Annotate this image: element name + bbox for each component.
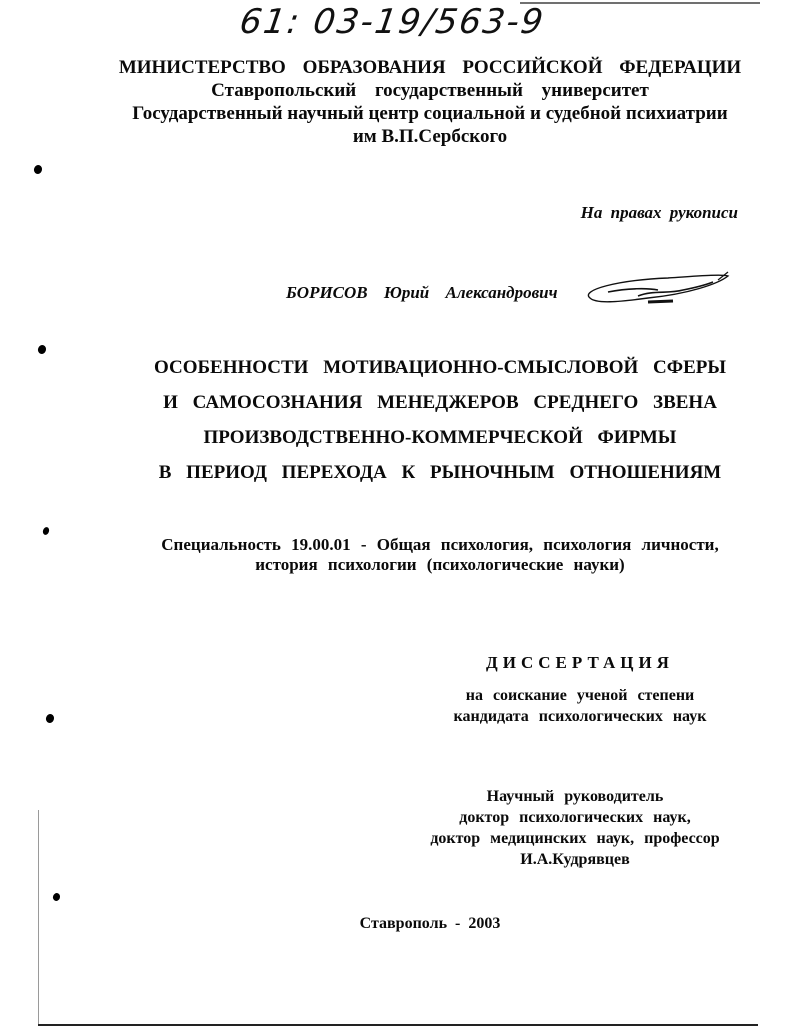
punch-hole-dot <box>52 892 61 902</box>
university-name: Ставропольский государственный университет <box>211 80 649 101</box>
city-year: Ставрополь - 2003 <box>359 915 501 932</box>
specialty-line: Специальность 19.00.01 - Общая психология, психология личности, <box>161 535 719 554</box>
manuscript-note: На правах рукописи <box>580 203 738 222</box>
advisor-role: Научный руководитель <box>486 788 664 805</box>
punch-hole-dot <box>42 526 50 536</box>
author-patronymic: Александрович <box>445 283 558 302</box>
advisor-block <box>390 786 760 870</box>
scan-margin-line <box>38 810 39 1025</box>
author-first-name: Юрий <box>383 283 430 302</box>
dissertation-title <box>120 350 760 490</box>
scan-bottom-line <box>38 1024 758 1026</box>
degree-line: на соискание ученой степени <box>465 687 695 704</box>
research-center-eponym: им В.П.Сербского <box>352 126 508 147</box>
advisor-name: И.А.Кудрявцев <box>520 851 630 868</box>
signature-icon <box>578 268 734 314</box>
title-line: В ПЕРИОД ПЕРЕХОДА К РЫНОЧНЫМ ОТНОШЕНИЯМ <box>158 462 722 483</box>
ministry-name: МИНИСТЕРСТВО ОБРАЗОВАНИЯ РОССИЙСКОЙ ФЕДЕРАЦИИ <box>118 57 742 78</box>
punch-hole-dot <box>37 344 48 355</box>
institution-header <box>110 56 750 148</box>
degree-block <box>400 685 760 727</box>
advisor-degree: доктор медицинских наук, профессор <box>430 830 720 847</box>
title-line: ПРОИЗВОДСТВЕННО-КОММЕРЧЕСКОЙ ФИРМЫ <box>203 427 677 448</box>
title-line: И САМОСОЗНАНИЯ МЕНЕДЖЕРОВ СРЕДНЕГО ЗВЕНА <box>163 392 717 413</box>
punch-hole-dot <box>45 713 56 724</box>
author-surname: БОРИСОВ <box>286 283 368 302</box>
dissertation-heading: ДИССЕРТАЦИЯ <box>486 653 674 672</box>
degree-line: кандидата психологических наук <box>453 708 707 725</box>
research-center-name: Государственный научный центр социальной и судебной психиатрии <box>132 103 728 124</box>
specialty-line: история психологии (психологические науки) <box>255 555 625 574</box>
punch-hole-dot <box>33 164 44 175</box>
author-name <box>286 283 558 303</box>
archive-number: 61: 03-19/563-9 <box>237 2 548 42</box>
specialty-block <box>110 535 770 575</box>
title-line: ОСОБЕННОСТИ МОТИВАЦИОННО-СМЫСЛОВОЙ СФЕРЫ <box>153 357 727 378</box>
advisor-degree: доктор психологических наук, <box>459 809 691 826</box>
